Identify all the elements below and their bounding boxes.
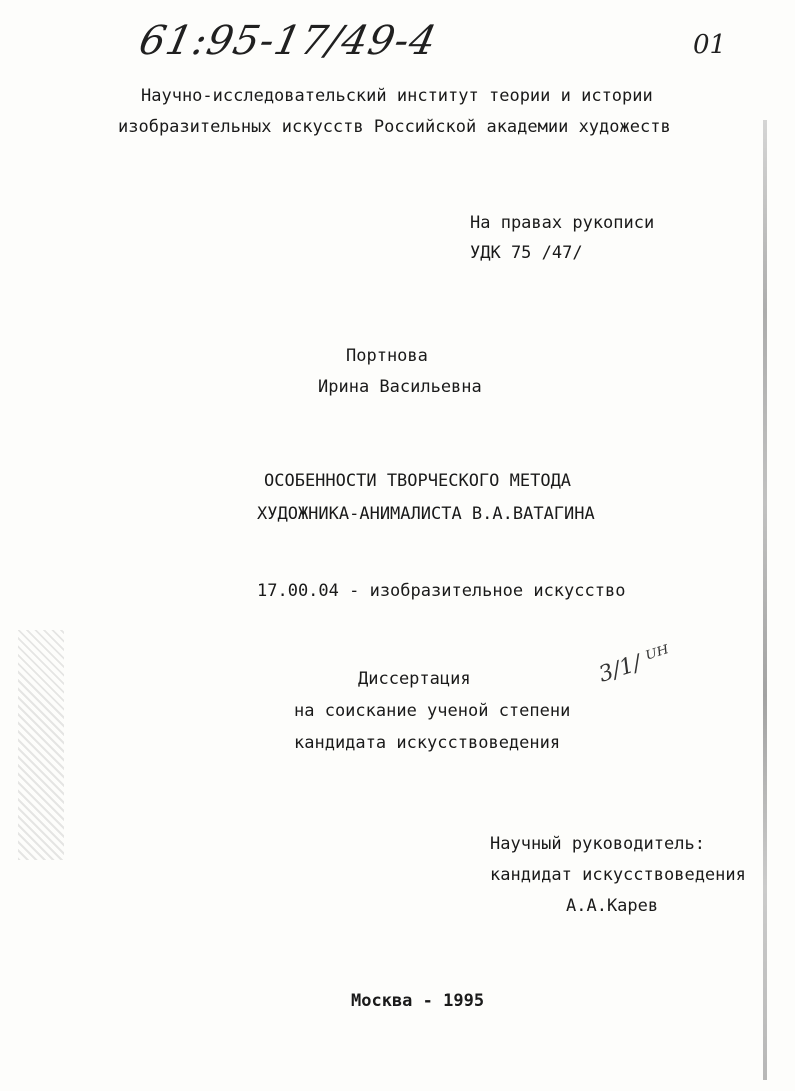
- dissertation-field-line: кандидата искусствоведения: [294, 733, 561, 753]
- udk-code: УДК 75 /47/: [470, 243, 583, 263]
- dissertation-label: Диссертация: [358, 669, 471, 689]
- supervisor-degree: кандидат искусствоведения: [490, 865, 746, 885]
- scan-edge-right: [763, 120, 767, 1080]
- city-year: Москва - 1995: [351, 991, 485, 1011]
- institute-line-1: Научно-исследовательский институт теории и истории: [141, 86, 653, 106]
- page-number: 01: [693, 30, 727, 60]
- supervisor-label: Научный руководитель:: [490, 834, 705, 854]
- handwritten-signature: 3/1/ ᵁᴴ: [595, 641, 674, 688]
- thesis-title-line-2: ХУДОЖНИКА-АНИМАЛИСТА В.А.ВАТАГИНА: [257, 504, 595, 524]
- scan-edge-left: [18, 630, 64, 860]
- author-surname: Портнова: [346, 346, 428, 366]
- supervisor-name: А.А.Карев: [566, 896, 659, 916]
- specialty-code: 17.00.04 - изобразительное искусство: [257, 581, 626, 601]
- archive-number: 61:95-17/49-4: [135, 18, 441, 64]
- institute-line-2: изобразительных искусств Российской академии художеств: [118, 117, 671, 137]
- author-name: Ирина Васильевна: [318, 377, 482, 397]
- thesis-title-line-1: ОСОБЕННОСТИ ТВОРЧЕСКОГО МЕТОДА: [264, 471, 572, 491]
- dissertation-degree-line: на соискание ученой степени: [294, 701, 571, 721]
- manuscript-rights: На правах рукописи: [470, 213, 655, 233]
